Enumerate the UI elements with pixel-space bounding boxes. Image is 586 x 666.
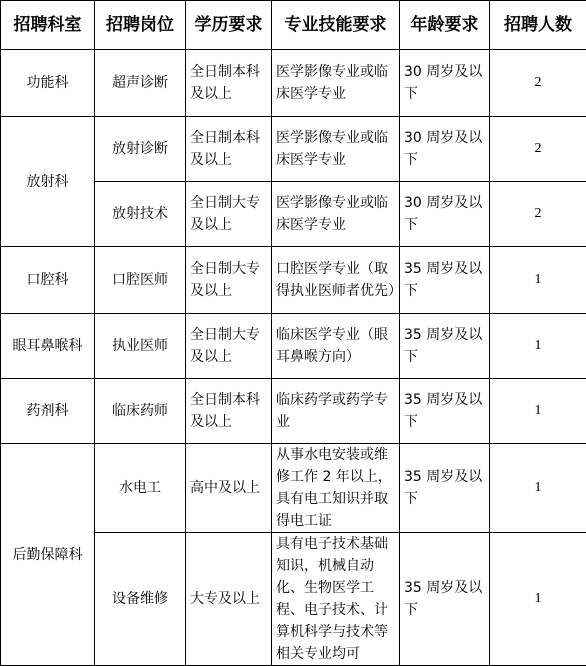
position-cell: 超声诊断	[95, 50, 186, 117]
education-cell: 大专及以上	[186, 533, 272, 666]
skills-cell: 医学影像专业或临床医学专业	[272, 50, 400, 117]
education-cell: 全日制本科及以上	[186, 379, 272, 444]
age-cell: 35 周岁及以下	[400, 379, 490, 444]
header-count: 招聘人数	[490, 1, 586, 50]
skills-cell: 临床药学或药学专业	[272, 379, 400, 444]
count-cell: 1	[490, 247, 586, 314]
education-cell: 全日制大专及以上	[186, 247, 272, 314]
table-row	[1, 247, 586, 314]
education-cell: 全日制大专及以上	[186, 182, 272, 247]
position-cell: 放射技术	[95, 182, 186, 247]
count-cell: 1	[490, 444, 586, 533]
table-row	[1, 117, 586, 182]
education-cell: 高中及以上	[186, 444, 272, 533]
header-skills: 专业技能要求	[272, 1, 400, 50]
age-cell: 35 周岁及以下	[400, 533, 490, 666]
position-cell: 设备维修	[95, 533, 186, 666]
age-cell: 30 周岁及以下	[400, 182, 490, 247]
age-cell: 30 周岁及以下	[400, 50, 490, 117]
position-cell: 临床药师	[95, 379, 186, 444]
header-row	[1, 1, 586, 50]
position-cell: 执业医师	[95, 314, 186, 379]
position-cell: 水电工	[95, 444, 186, 533]
skills-cell: 医学影像专业或临床医学专业	[272, 182, 400, 247]
department-cell: 药剂科	[1, 379, 95, 444]
age-cell: 35 周岁及以下	[400, 314, 490, 379]
table-row	[1, 379, 586, 444]
department-cell: 眼耳鼻喉科	[1, 314, 95, 379]
age-cell: 35 周岁及以下	[400, 444, 490, 533]
header-department: 招聘科室	[1, 1, 95, 50]
department-cell: 放射科	[1, 117, 95, 247]
department-cell: 口腔科	[1, 247, 95, 314]
table-row	[1, 314, 586, 379]
table-row	[1, 50, 586, 117]
department-cell: 后勤保障科	[1, 444, 95, 666]
education-cell: 全日制本科及以上	[186, 50, 272, 117]
skills-cell: 医学影像专业或临床医学专业	[272, 117, 400, 182]
position-cell: 口腔医师	[95, 247, 186, 314]
skills-cell: 临床医学专业（眼耳鼻喉方向）	[272, 314, 400, 379]
table-row	[1, 444, 586, 533]
header-age: 年龄要求	[400, 1, 490, 50]
department-cell: 功能科	[1, 50, 95, 117]
skills-cell: 从事水电安装或维修工作 2 年以上，具有电工知识并取得电工证	[272, 444, 400, 533]
position-cell: 放射诊断	[95, 117, 186, 182]
header-position: 招聘岗位	[95, 1, 186, 50]
education-cell: 全日制大专及以上	[186, 314, 272, 379]
count-cell: 2	[490, 50, 586, 117]
skills-cell: 具有电子技术基础知识，机械自动化、生物医学工程、电子技术、计算机科学与技术等相关专业均可	[272, 533, 400, 666]
education-cell: 全日制本科及以上	[186, 117, 272, 182]
count-cell: 2	[490, 117, 586, 182]
skills-cell: 口腔医学专业（取得执业医师者优先）	[272, 247, 400, 314]
count-cell: 2	[490, 182, 586, 247]
age-cell: 35 周岁及以下	[400, 247, 490, 314]
age-cell: 30 周岁及以下	[400, 117, 490, 182]
count-cell: 1	[490, 314, 586, 379]
count-cell: 1	[490, 533, 586, 666]
header-education: 学历要求	[186, 1, 272, 50]
count-cell: 1	[490, 379, 586, 444]
